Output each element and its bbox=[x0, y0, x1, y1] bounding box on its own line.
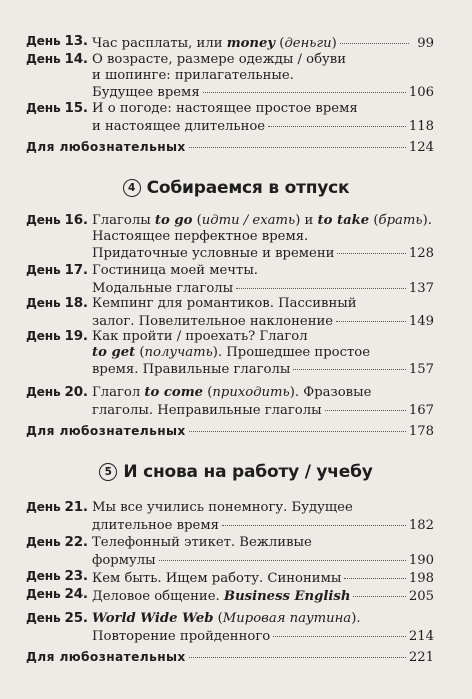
dot-leader bbox=[344, 566, 405, 579]
page-number: 106 bbox=[408, 85, 434, 100]
entry-line bbox=[92, 279, 434, 295]
text-segment: время. Правильные глаголы bbox=[92, 362, 291, 377]
text-segment: О возрасте, размере одежды / обуви bbox=[92, 52, 347, 67]
text-segment: ( bbox=[275, 36, 285, 51]
day-prefix: День bbox=[26, 329, 61, 343]
toc-curious-section5 bbox=[26, 648, 434, 664]
dot-leader bbox=[340, 31, 409, 44]
dot-leader bbox=[337, 241, 405, 254]
term-text: to get bbox=[92, 344, 136, 360]
entry-title bbox=[92, 569, 434, 585]
text-segment: Кем быть. Ищем работу. Синонимы bbox=[92, 571, 342, 586]
dot-leader bbox=[189, 135, 406, 148]
term-text: to take bbox=[317, 213, 370, 228]
text-segment: ( bbox=[369, 213, 379, 228]
line-text bbox=[92, 263, 258, 279]
text-segment: ( bbox=[213, 611, 223, 626]
entry-line bbox=[92, 587, 434, 603]
day-prefix: День bbox=[26, 52, 61, 66]
text-segment: ). bbox=[351, 611, 361, 626]
entry-line bbox=[92, 83, 434, 99]
day-label bbox=[26, 611, 88, 627]
section-heading-5 bbox=[0, 462, 472, 482]
line-text bbox=[92, 229, 308, 245]
text-segment: Телефонный этикет. Вежливые bbox=[92, 535, 312, 550]
term-text: идти / ехать bbox=[201, 213, 296, 228]
day-number: 18. bbox=[64, 295, 88, 311]
page-number: 149 bbox=[408, 313, 434, 329]
day-label bbox=[26, 213, 88, 229]
entry-line bbox=[92, 516, 434, 532]
day-prefix: День bbox=[26, 296, 61, 310]
dot-leader bbox=[159, 548, 406, 561]
day-label bbox=[26, 329, 88, 345]
curious-label: Для любознательных bbox=[26, 424, 186, 438]
text-segment: Гостиница моей мечты. bbox=[92, 263, 259, 278]
entry-line bbox=[92, 244, 434, 260]
text-segment: Повторение пройденного bbox=[92, 628, 271, 644]
text-segment: Деловое общение. bbox=[92, 589, 224, 604]
day-number: 17. bbox=[64, 262, 88, 278]
day-label bbox=[26, 385, 88, 401]
term-text: приходить bbox=[212, 385, 290, 400]
dot-leader bbox=[222, 513, 406, 526]
text-segment: Час расплаты, или bbox=[92, 36, 227, 51]
day-number: 19. bbox=[64, 328, 88, 344]
day-number: 15. bbox=[64, 100, 88, 116]
text-segment: ). Фразовые bbox=[289, 385, 372, 400]
line-text bbox=[92, 281, 233, 297]
entry-title bbox=[92, 34, 434, 50]
section-title: Собираемся в отпуск bbox=[146, 178, 350, 198]
page-number: 167 bbox=[408, 402, 434, 418]
text-segment: Модальные глаголы bbox=[92, 280, 234, 296]
entry-line bbox=[92, 329, 434, 345]
dot-leader bbox=[189, 419, 406, 432]
term-text: to go bbox=[154, 213, 193, 228]
line-text bbox=[92, 36, 337, 52]
day-label bbox=[26, 296, 88, 312]
entry-line bbox=[92, 34, 434, 50]
entry-line bbox=[92, 569, 434, 585]
curious-label: Для любознательных bbox=[26, 650, 186, 664]
entry-line bbox=[92, 401, 434, 417]
section-title: И снова на работу / учебу bbox=[123, 462, 373, 482]
curious-label: Для любознательных bbox=[26, 140, 186, 154]
entry-title bbox=[92, 52, 434, 99]
text-segment: ). Прошедшее простое bbox=[212, 344, 371, 360]
line-text bbox=[92, 571, 341, 587]
page-number: 99 bbox=[417, 36, 434, 51]
day-label bbox=[26, 263, 88, 279]
text-segment: ) bbox=[331, 36, 337, 51]
day-prefix: День bbox=[26, 263, 61, 277]
text-segment: и настоящее длительное bbox=[92, 118, 266, 134]
dot-leader bbox=[189, 645, 406, 658]
text-segment: глаголы. Неправильные глаголы bbox=[92, 402, 322, 418]
term-text: to come bbox=[144, 385, 204, 400]
day-number: 23. bbox=[64, 568, 88, 584]
line-text bbox=[92, 518, 219, 534]
entry-line bbox=[92, 360, 434, 376]
line-text bbox=[92, 403, 322, 419]
day-prefix: День bbox=[26, 34, 61, 48]
text-segment: ). bbox=[422, 213, 432, 228]
text-segment: Будущее время bbox=[92, 85, 200, 100]
page-number: 205 bbox=[408, 589, 434, 604]
day-label bbox=[26, 34, 88, 50]
entry-title bbox=[92, 385, 434, 416]
day-label bbox=[26, 535, 88, 551]
line-text bbox=[92, 629, 270, 645]
day-label bbox=[26, 52, 88, 68]
line-text bbox=[92, 213, 432, 229]
entry-title bbox=[92, 213, 434, 260]
entry-title bbox=[92, 296, 434, 327]
dot-leader bbox=[325, 398, 406, 411]
entry-line bbox=[92, 551, 434, 567]
day-number: 25. bbox=[64, 610, 88, 626]
text-segment: Как пройти / проехать? Глагол bbox=[92, 329, 308, 344]
text-segment: ( bbox=[135, 344, 145, 360]
term-text: Business English bbox=[223, 589, 351, 604]
day-prefix: День bbox=[26, 385, 61, 399]
line-text bbox=[92, 296, 357, 312]
day-number: 13. bbox=[64, 33, 88, 49]
entry-title bbox=[92, 535, 434, 566]
section-number-badge: 4 bbox=[123, 179, 141, 197]
line-text bbox=[92, 52, 346, 68]
text-segment: Глаголы bbox=[92, 213, 155, 228]
text-segment: ( bbox=[192, 213, 202, 228]
entry-line bbox=[92, 312, 434, 328]
line-text bbox=[92, 119, 265, 135]
text-segment: Придаточные условные и времени bbox=[92, 246, 335, 261]
line-text bbox=[92, 362, 290, 378]
dot-leader bbox=[293, 357, 405, 370]
entry-title bbox=[92, 500, 434, 531]
page-number: 137 bbox=[408, 280, 434, 296]
dot-leader bbox=[273, 624, 406, 637]
day-prefix: День bbox=[26, 587, 61, 601]
dot-leader bbox=[353, 584, 405, 597]
term-text: money bbox=[226, 36, 276, 51]
text-segment: формулы bbox=[92, 552, 156, 568]
line-text bbox=[92, 329, 308, 345]
entry-title bbox=[92, 101, 434, 132]
term-text: World Wide Web bbox=[92, 611, 214, 626]
page-number: 221 bbox=[408, 650, 434, 665]
dot-leader bbox=[236, 276, 406, 289]
text-segment: ( bbox=[203, 385, 213, 400]
line-text bbox=[92, 246, 334, 262]
day-prefix: День bbox=[26, 101, 61, 115]
text-segment: Настоящее перфектное время. bbox=[92, 228, 309, 244]
text-segment: ) и bbox=[295, 213, 318, 228]
day-number: 20. bbox=[64, 384, 88, 400]
term-text: брать bbox=[378, 213, 423, 228]
page-number: 124 bbox=[408, 140, 434, 155]
day-prefix: День bbox=[26, 611, 61, 625]
text-segment: длительное время bbox=[92, 517, 219, 533]
page-number: 157 bbox=[408, 362, 434, 377]
day-prefix: День bbox=[26, 500, 61, 514]
page-number: 118 bbox=[408, 118, 434, 134]
text-segment: залог. Повелительное наклонение bbox=[92, 313, 334, 329]
day-label bbox=[26, 587, 88, 603]
day-number: 21. bbox=[64, 499, 88, 515]
toc-curious-block1 bbox=[26, 138, 434, 154]
text-segment: Мы все учились понемногу. Будущее bbox=[92, 500, 353, 515]
page-number: 178 bbox=[408, 424, 434, 439]
day-label bbox=[26, 101, 88, 117]
text-segment: И о погоде: настоящее простое время bbox=[92, 101, 358, 116]
day-number: 14. bbox=[64, 51, 88, 67]
day-number: 16. bbox=[64, 212, 88, 228]
entry-title bbox=[92, 611, 434, 642]
line-text bbox=[92, 553, 156, 569]
page-number: 190 bbox=[408, 552, 434, 568]
term-text: получать bbox=[144, 344, 213, 360]
page-number: 214 bbox=[408, 628, 434, 644]
page-number: 182 bbox=[408, 517, 434, 533]
day-number: 24. bbox=[64, 586, 88, 602]
dot-leader bbox=[268, 114, 406, 127]
line-text bbox=[92, 314, 333, 330]
text-segment: и шопинге: прилагательные. bbox=[92, 67, 294, 83]
dot-leader bbox=[203, 80, 406, 93]
day-label bbox=[26, 500, 88, 516]
day-label bbox=[26, 569, 88, 585]
text-segment: Глагол bbox=[92, 385, 145, 400]
page-number: 198 bbox=[408, 571, 434, 586]
entry-line bbox=[92, 627, 434, 643]
section-number-badge: 5 bbox=[99, 463, 117, 481]
day-prefix: День bbox=[26, 213, 61, 227]
entry-title bbox=[92, 587, 434, 603]
dot-leader bbox=[336, 309, 406, 322]
section-heading-4 bbox=[0, 178, 472, 198]
entry-title bbox=[92, 263, 434, 294]
entry-line bbox=[92, 117, 434, 133]
page-number: 128 bbox=[408, 246, 434, 261]
text-segment: Кемпинг для романтиков. Пассивный bbox=[92, 296, 357, 311]
day-number: 22. bbox=[64, 534, 88, 550]
toc-curious-section4 bbox=[26, 422, 434, 438]
line-text bbox=[92, 85, 200, 101]
entry-title bbox=[92, 329, 434, 376]
line-text bbox=[92, 589, 350, 605]
day-prefix: День bbox=[26, 569, 61, 583]
term-text: деньги bbox=[284, 36, 332, 51]
entry-line bbox=[92, 213, 434, 229]
day-prefix: День bbox=[26, 535, 61, 549]
entry-line bbox=[92, 52, 434, 68]
term-text: Мировая паутина bbox=[222, 611, 352, 626]
